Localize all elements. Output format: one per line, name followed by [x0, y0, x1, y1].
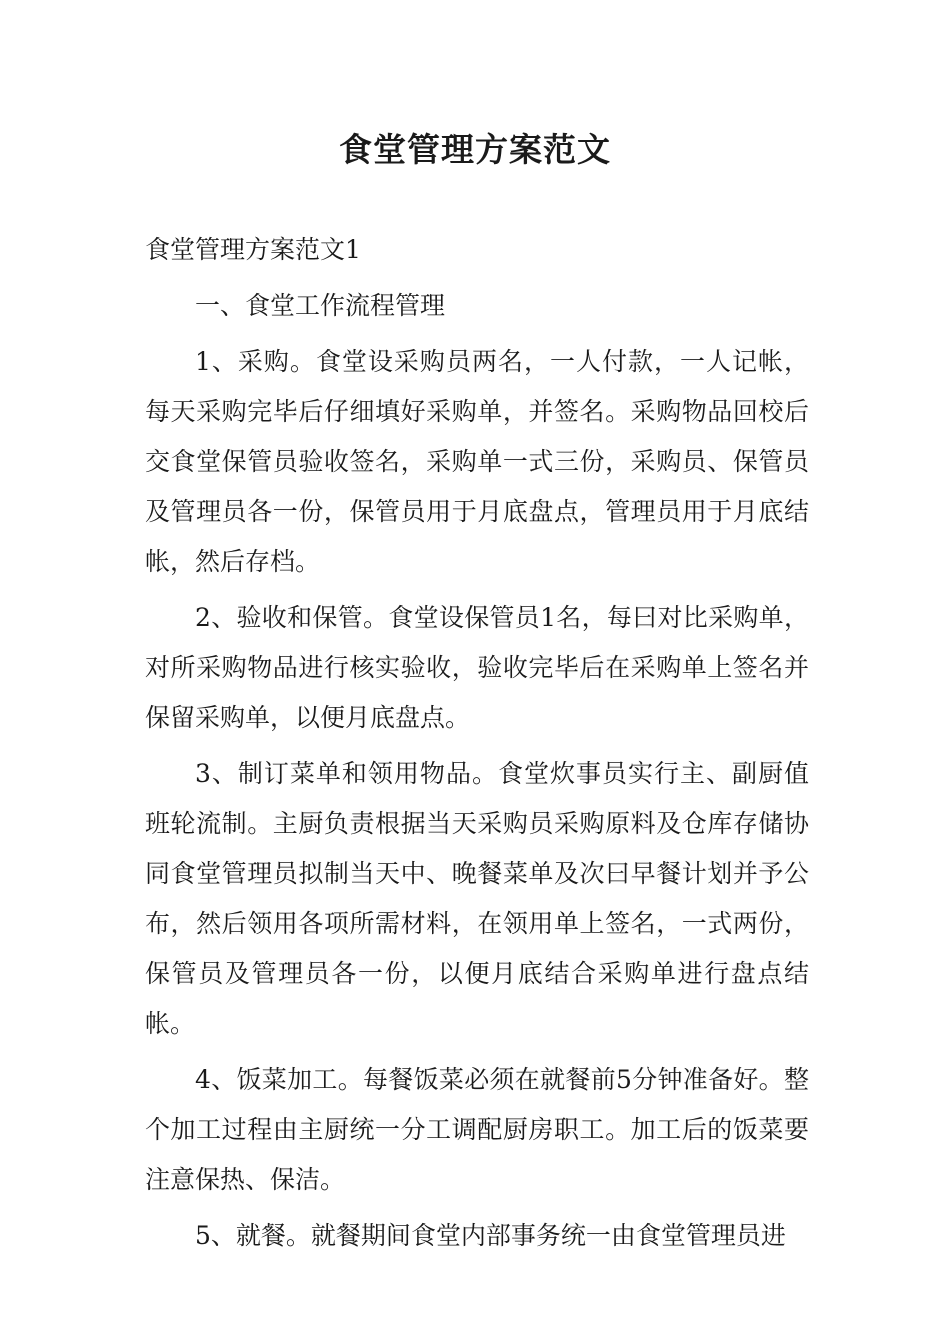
- paragraph-inspection-storage: 2、验收和保管。食堂设保管员1名，每曰对比采购单，对所采购物品进行核实验收，验收完毕后在采购单上签名并保留采购单，以便月底盘点。: [145, 603, 809, 732]
- document-body: [145, 225, 809, 1267]
- section-heading: 食堂管理方案范文1: [145, 235, 361, 264]
- subsection-heading: 一、食堂工作流程管理: [195, 291, 446, 320]
- document-title: 食堂管理方案范文: [339, 130, 611, 169]
- paragraph-dining: 5、就餐。就餐期间食堂内部事务统一由食堂管理员进: [195, 1221, 786, 1250]
- paragraph-menu-planning: 3、制订菜单和领用物品。食堂炊事员实行主、副厨值班轮流制。主厨负责根据当天采购员采购原料及仓库存储协同食堂管理员拟制当天中、晚餐菜单及次曰早餐计划并予公布，然后领用各项所需材料，在领用单上签名，一式两份，保管员及管理员各一份，以便月底结合采购单进行盘点结帐。: [145, 759, 809, 1038]
- paragraph-food-processing: 4、饭菜加工。每餐饭菜必须在就餐前5分钟准备好。整个加工过程由主厨统一分工调配厨房职工。加工后的饭菜要注意保热、保洁。: [145, 1065, 809, 1194]
- paragraph-purchasing: 1、采购。食堂设采购员两名，一人付款，一人记帐，每天采购完毕后仔细填好采购单，并签名。采购物品回校后交食堂保管员验收签名，采购单一式三份，采购员、保管员及管理员各一份，保管员用于月底盘点，管理员用于月底结帐，然后存档。: [145, 347, 809, 576]
